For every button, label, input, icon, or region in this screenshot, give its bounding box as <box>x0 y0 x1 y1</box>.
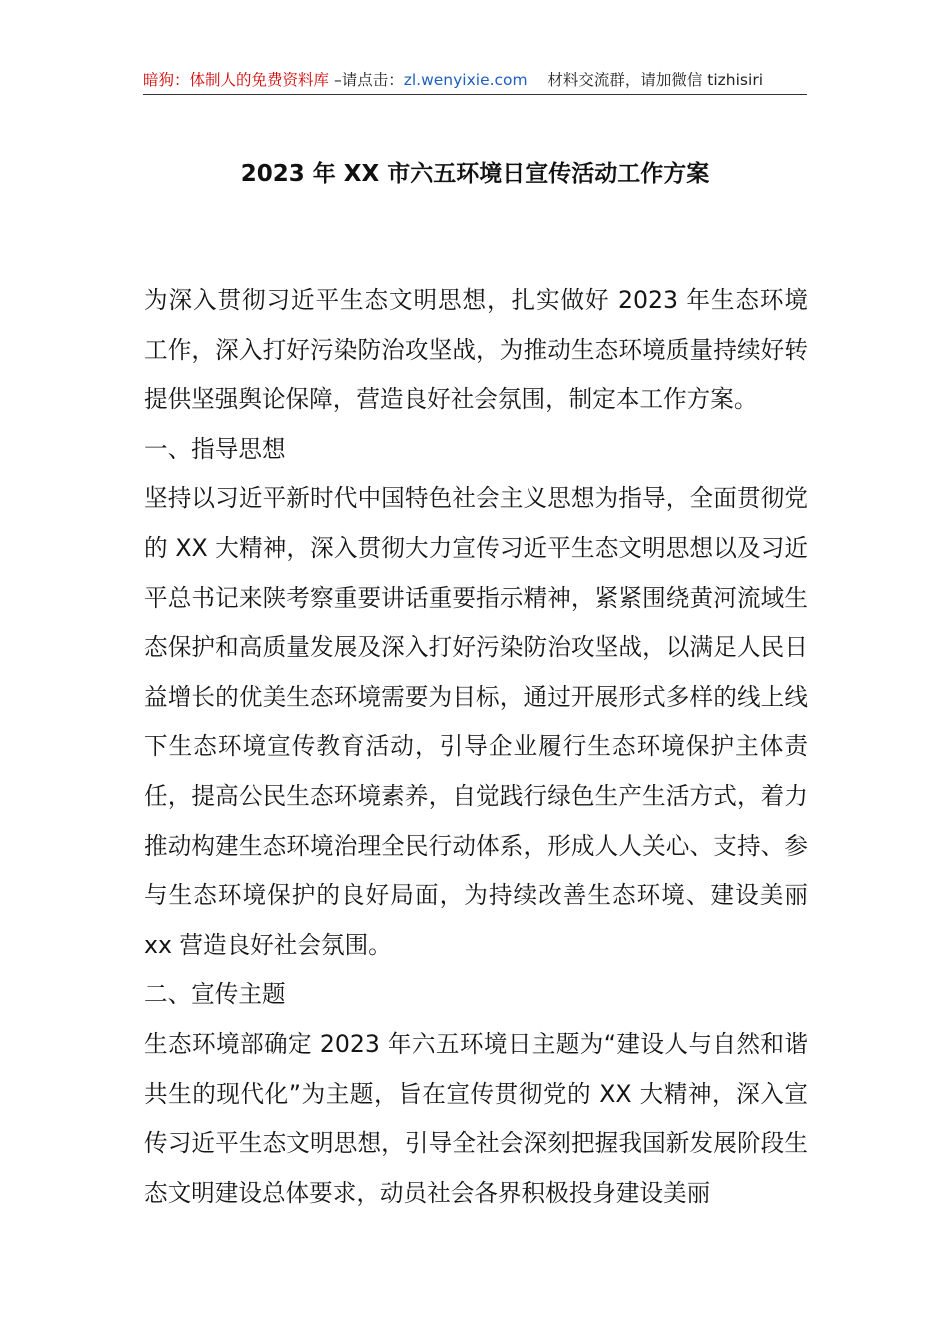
click-prompt: –请点击： <box>329 71 404 89</box>
section-heading-guiding-ideology: 一、指导思想 <box>144 434 286 463</box>
header-divider <box>143 94 807 95</box>
guiding-ideology-paragraph: 坚持以习近平新时代中国特色社会主义思想为指导，全面贯彻党的 XX 大精神，深入贯彻大力宣传习近平生态文明思想以及习近平总书记来陕考察重要讲话重要指示精神，紧紧围绕黄河流域生态保护和高质量发展及深入打好污染防治攻坚战，以满足人民日益增长的优美生态环境需要为目标，通过开展形式多样的线上线下生态环境宣传教育活动，引导企业履行生态环境保护主体责任，提高公民生态环境素养，自觉践行绿色生产生活方式，着力推动构建生态环境治理全民行动体系，形成人人关心、支持、参与生态环境保护的良好局面，为持续改善生态环境、建设美丽 xx 营造良好社会氛围。 <box>144 484 808 959</box>
page-header <box>143 68 807 92</box>
section-heading-theme: 二、宣传主题 <box>144 980 286 1009</box>
source-label: 暗狗：体制人的免费资料库 <box>143 71 330 89</box>
document-body <box>144 276 808 1218</box>
document-title: 2023 年 XX 市六五环境日宣传活动工作方案 <box>240 161 710 187</box>
contact-info: 材料交流群，请加微信 tizhisiri <box>547 71 763 89</box>
theme-paragraph: 生态环境部确定 2023 年六五环境日主题为“建设人与自然和谐共生的现代化”为主题，旨在宣传贯彻党的 XX 大精神，深入宣传习近平生态文明思想，引导全社会深刻把握我国新发展阶段生态文明建设总体要求，动员社会各界积极投身建设美丽 <box>144 1029 808 1207</box>
source-url-link[interactable]: zl.wenyixie.com <box>403 71 528 89</box>
header-spacer <box>528 71 548 89</box>
intro-paragraph: 为深入贯彻习近平生态文明思想，扎实做好 2023 年生态环境工作，深入打好污染防治攻坚战，为推动生态环境质量持续好转提供坚强舆论保障，营造良好社会氛围，制定本工作方案。 <box>144 286 808 414</box>
